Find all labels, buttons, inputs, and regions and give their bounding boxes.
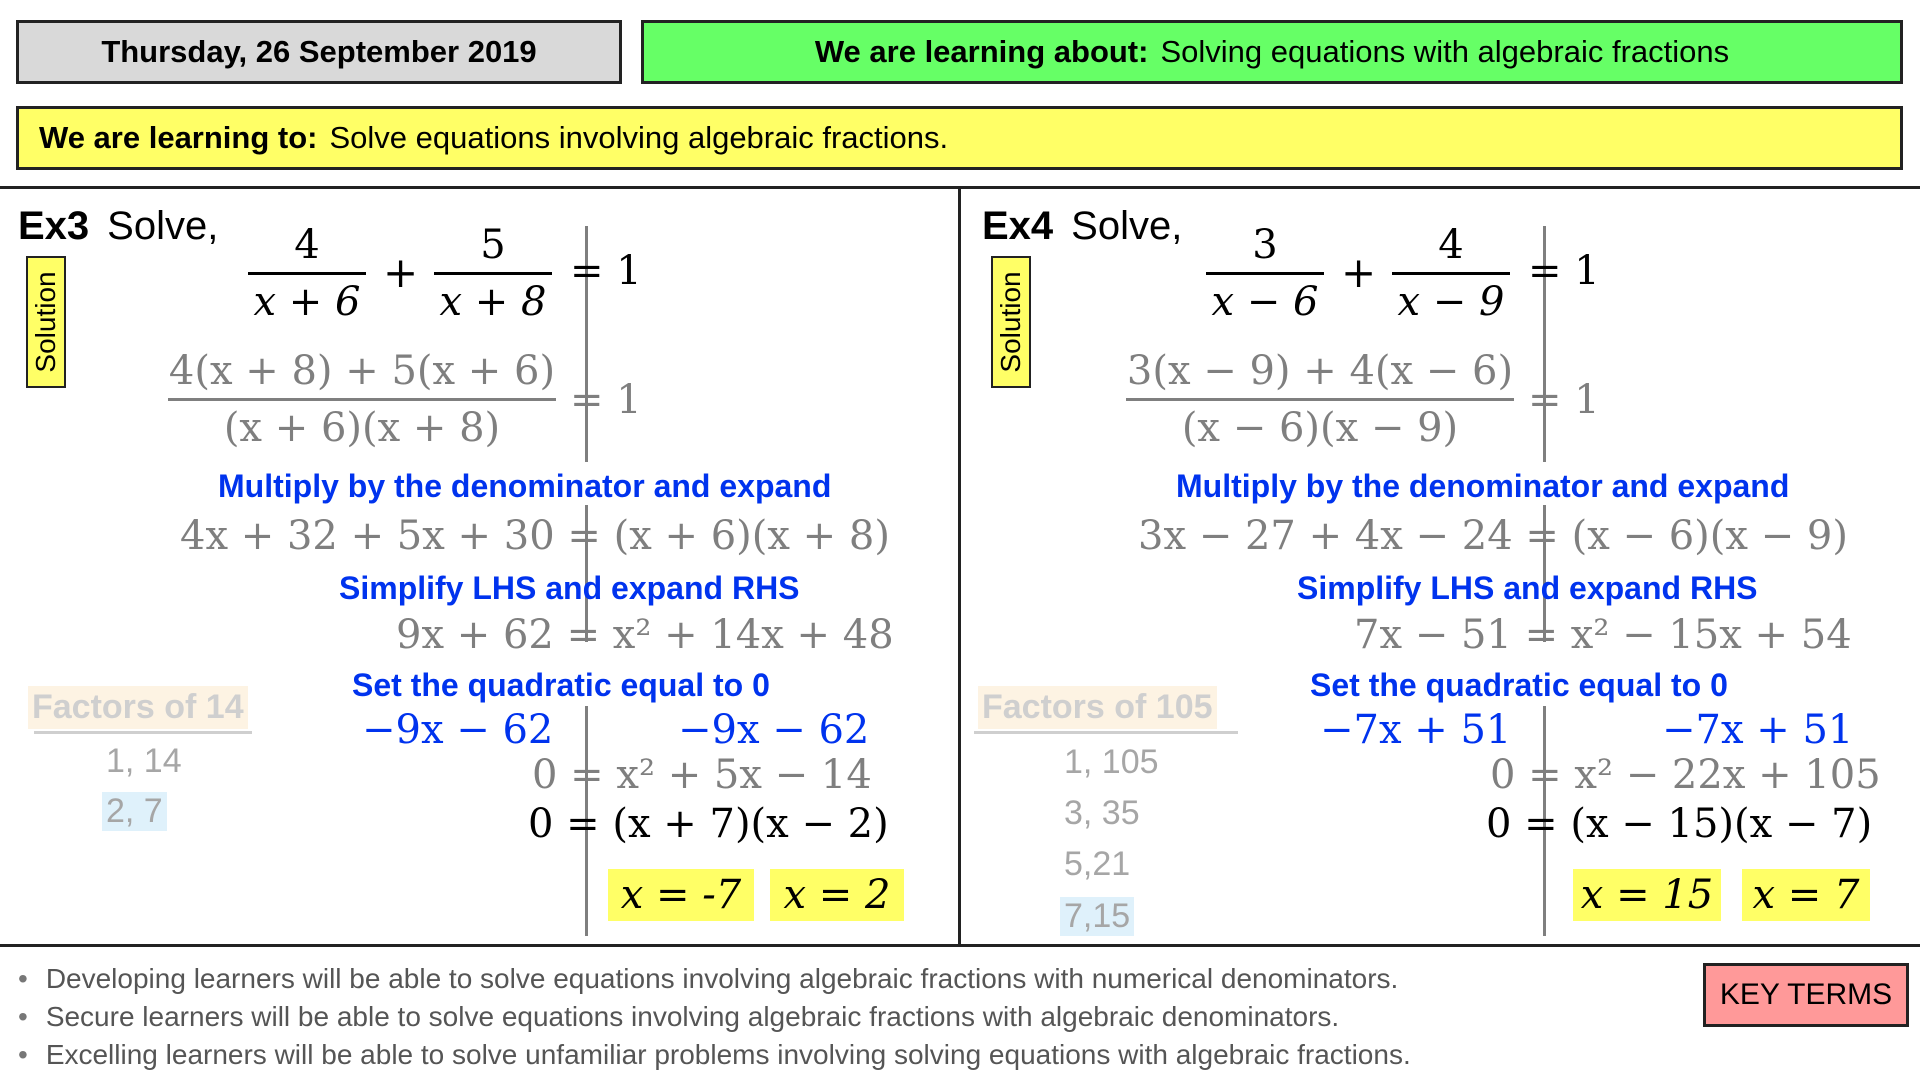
fraction-2 xyxy=(434,222,552,325)
learning-about-banner xyxy=(641,20,1903,84)
example-4-prompt: Solve, xyxy=(1071,204,1183,248)
fraction-bar xyxy=(1392,272,1510,275)
factorised-equation: 0 = (x + 7)(x − 2) xyxy=(528,801,889,847)
outcome-secure: • Secure learners will be able to solve equations involving algebraic fractions with algebraic denominators. xyxy=(18,998,1411,1036)
factors-title: Factors of 14 xyxy=(28,686,248,729)
fraction-2-denominator: x − 9 xyxy=(1397,279,1505,325)
learning-about-text: Solving equations with algebraic fractions xyxy=(1160,34,1730,69)
fraction-2-numerator: 4 xyxy=(1438,222,1464,268)
fraction-bar xyxy=(1126,398,1514,401)
step-note-zero: Set the quadratic equal to 0 xyxy=(352,667,770,703)
fraction-2-numerator: 5 xyxy=(480,222,506,268)
combined-fraction xyxy=(168,348,556,451)
quadratic-equation: 0 = x² − 22x + 105 xyxy=(1490,752,1881,798)
step-note-zero: Set the quadratic equal to 0 xyxy=(1310,667,1728,703)
fraction-2-denominator: x + 8 xyxy=(439,279,547,325)
fraction-1 xyxy=(248,222,366,325)
example-3-heading xyxy=(18,204,218,249)
plus-sign: + xyxy=(383,248,419,297)
fraction-bar xyxy=(248,272,366,275)
equation-1-rhs: = 1 xyxy=(1528,248,1600,294)
example-3-label: Ex3 xyxy=(18,204,90,248)
example-4-solution-tag[interactable] xyxy=(991,256,1031,388)
subtract-right: −9x − 62 xyxy=(678,707,870,753)
factors-title: Factors of 105 xyxy=(978,686,1217,729)
fraction-bar xyxy=(1206,272,1324,275)
fraction-2 xyxy=(1392,222,1510,325)
example-4-heading xyxy=(982,204,1182,249)
fraction-1-numerator: 3 xyxy=(1252,222,1278,268)
solution-tag-text: Solution xyxy=(30,271,61,373)
factors-underline xyxy=(974,731,1238,734)
panel-middle-divider xyxy=(958,186,961,946)
step-note-multiply: Multiply by the denominator and expand xyxy=(218,468,832,504)
learning-to-banner xyxy=(16,106,1903,170)
fraction-1-denominator: x − 6 xyxy=(1211,279,1319,325)
panel-bottom-divider xyxy=(0,944,1920,947)
equation-2-rhs: = 1 xyxy=(1528,377,1600,423)
outcome-developing: • Developing learners will be able to solve equations involving algebraic fractions with numerical denominators. xyxy=(18,960,1411,998)
quadratic-equation: 0 = x² + 5x − 14 xyxy=(532,752,872,798)
answer-1: x = 15 xyxy=(1573,869,1721,921)
fraction-1 xyxy=(1206,222,1324,325)
fraction-bar xyxy=(168,398,556,401)
solution-tag-text: Solution xyxy=(995,271,1026,373)
plus-sign: + xyxy=(1341,248,1377,297)
learning-to-label: We are learning to: xyxy=(39,120,318,155)
fraction-1-denominator: x + 6 xyxy=(253,279,361,325)
factors-underline xyxy=(34,731,252,734)
step-expand-equation: 4x + 32 + 5x + 30 = (x + 6)(x + 8) xyxy=(180,513,890,559)
answer-2: x = 2 xyxy=(770,869,904,921)
subtract-left: −9x − 62 xyxy=(362,707,554,753)
step-note-multiply: Multiply by the denominator and expand xyxy=(1176,468,1790,504)
learning-to-text: Solve equations involving algebraic fractions. xyxy=(329,120,949,155)
date-text: Thursday, 26 September 2019 xyxy=(101,34,537,69)
fraction-1-numerator: 4 xyxy=(294,222,320,268)
example-3-prompt: Solve, xyxy=(107,204,219,248)
factor-pair-highlighted: 2, 7 xyxy=(102,792,167,831)
combined-denominator: (x − 6)(x − 9) xyxy=(1181,405,1459,451)
combined-numerator: 3(x − 9) + 4(x − 6) xyxy=(1126,348,1514,394)
example-3-solution-tag[interactable] xyxy=(26,256,66,388)
learning-about-label: We are learning about: xyxy=(814,34,1149,69)
key-terms-button[interactable]: KEY TERMS xyxy=(1703,963,1909,1027)
subtract-left: −7x + 51 xyxy=(1320,707,1512,753)
date-banner xyxy=(16,20,622,84)
fraction-bar xyxy=(434,272,552,275)
example-4-label: Ex4 xyxy=(982,204,1054,248)
answer-1: x = -7 xyxy=(608,869,754,921)
equation-2-rhs: = 1 xyxy=(570,377,642,423)
step-simplified-equation: 9x + 62 = x² + 14x + 48 xyxy=(396,612,894,658)
step-simplified-equation: 7x − 51 = x² − 15x + 54 xyxy=(1354,612,1852,658)
factor-pair: 1, 105 xyxy=(1064,743,1159,781)
factorised-equation: 0 = (x − 15)(x − 7) xyxy=(1486,801,1873,847)
factor-pair: 3, 35 xyxy=(1064,794,1140,832)
combined-denominator: (x + 6)(x + 8) xyxy=(223,405,501,451)
factor-pair-highlighted: 7,15 xyxy=(1060,897,1134,936)
combined-numerator: 4(x + 8) + 5(x + 6) xyxy=(168,348,556,394)
step-note-simplify: Simplify LHS and expand RHS xyxy=(1297,570,1758,606)
combined-fraction xyxy=(1126,348,1514,451)
factor-pair: 5,21 xyxy=(1064,845,1131,883)
answer-2: x = 7 xyxy=(1742,869,1870,921)
equation-1-rhs: = 1 xyxy=(570,248,642,294)
factor-pair: 1, 14 xyxy=(106,742,182,780)
step-note-simplify: Simplify LHS and expand RHS xyxy=(339,570,800,606)
subtract-right: −7x + 51 xyxy=(1662,707,1854,753)
step-expand-equation: 3x − 27 + 4x − 24 = (x − 6)(x − 9) xyxy=(1138,513,1848,559)
outcome-excelling: • Excelling learners will be able to solve unfamiliar problems involving solving equations with algebraic fractions. xyxy=(18,1036,1411,1074)
learning-outcomes-list xyxy=(18,960,1411,1074)
